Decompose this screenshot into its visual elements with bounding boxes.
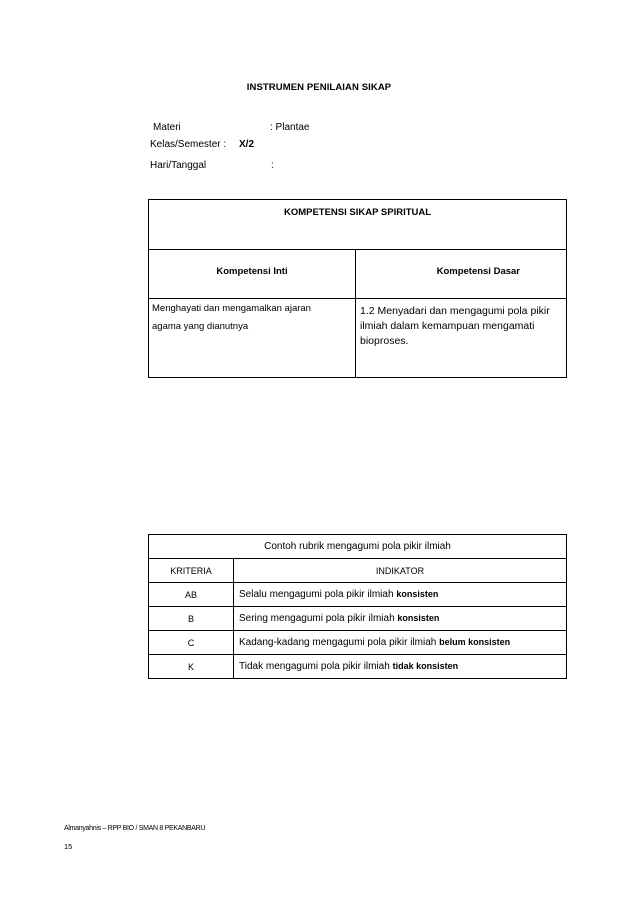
indikator-emphasis: konsisten [397, 613, 440, 623]
indikator-cell [234, 607, 567, 631]
indikator-text: Selalu mengagumi pola pikir ilmiah [239, 589, 397, 600]
kriteria-cell: K [149, 655, 234, 679]
indikator-text: Sering mengagumi pola pikir ilmiah [239, 613, 398, 624]
table-row [149, 583, 567, 607]
table-row [149, 607, 567, 631]
kelas-value: X/2 [239, 139, 255, 150]
materi-label: Materi [153, 122, 181, 133]
kompetensi-table [148, 199, 567, 378]
col-kompetensi-dasar: Kompetensi Dasar [356, 250, 567, 299]
kompetensi-header: KOMPETENSI SIKAP SPIRITUAL [149, 200, 567, 250]
kompetensi-dasar-cell: 1.2 Menyadari dan mengagumi pola pikir ilmiah dalam kemampuan mengamati bioproses. [356, 299, 567, 378]
indikator-cell [234, 655, 567, 679]
kelas-label: Kelas/Semester : [150, 139, 227, 150]
page-number: 15 [64, 842, 73, 851]
rubrik-caption: Contoh rubrik mengagumi pola pikir ilmiah [149, 535, 567, 559]
indikator-emphasis: tidak konsisten [392, 661, 459, 671]
kriteria-cell: AB [149, 583, 234, 607]
col-kriteria: KRITERIA [149, 559, 234, 583]
indikator-cell [234, 583, 567, 607]
indikator-text: Tidak mengagumi pola pikir ilmiah [239, 661, 393, 672]
kriteria-cell: C [149, 631, 234, 655]
kompetensi-inti-line1: Menghayati dan mengamalkan ajaran [152, 303, 311, 314]
kompetensi-inti-line2: agama yang dianutnya [152, 321, 249, 332]
kriteria-cell: B [149, 607, 234, 631]
table-row [149, 655, 567, 679]
col-indikator: INDIKATOR [234, 559, 567, 583]
materi-value: : Plantae [270, 122, 310, 133]
indikator-text: Kadang-kadang mengagumi pola pikir ilmiah [239, 637, 440, 648]
indikator-emphasis: belum konsisten [439, 637, 511, 647]
indikator-cell [234, 631, 567, 655]
footer-credit: Almanyahnis – RPP BIO / SMAN 8 PEKANBARU [64, 825, 206, 832]
table-row [149, 631, 567, 655]
col-kompetensi-inti: Kompetensi Inti [149, 250, 356, 299]
rubrik-table [148, 534, 567, 679]
hari-value: : [271, 160, 274, 171]
document-title: INSTRUMEN PENILAIAN SIKAP [246, 82, 392, 93]
hari-label: Hari/Tanggal [150, 160, 207, 171]
kompetensi-inti-cell [149, 299, 356, 378]
indikator-emphasis: konsisten [396, 589, 439, 599]
